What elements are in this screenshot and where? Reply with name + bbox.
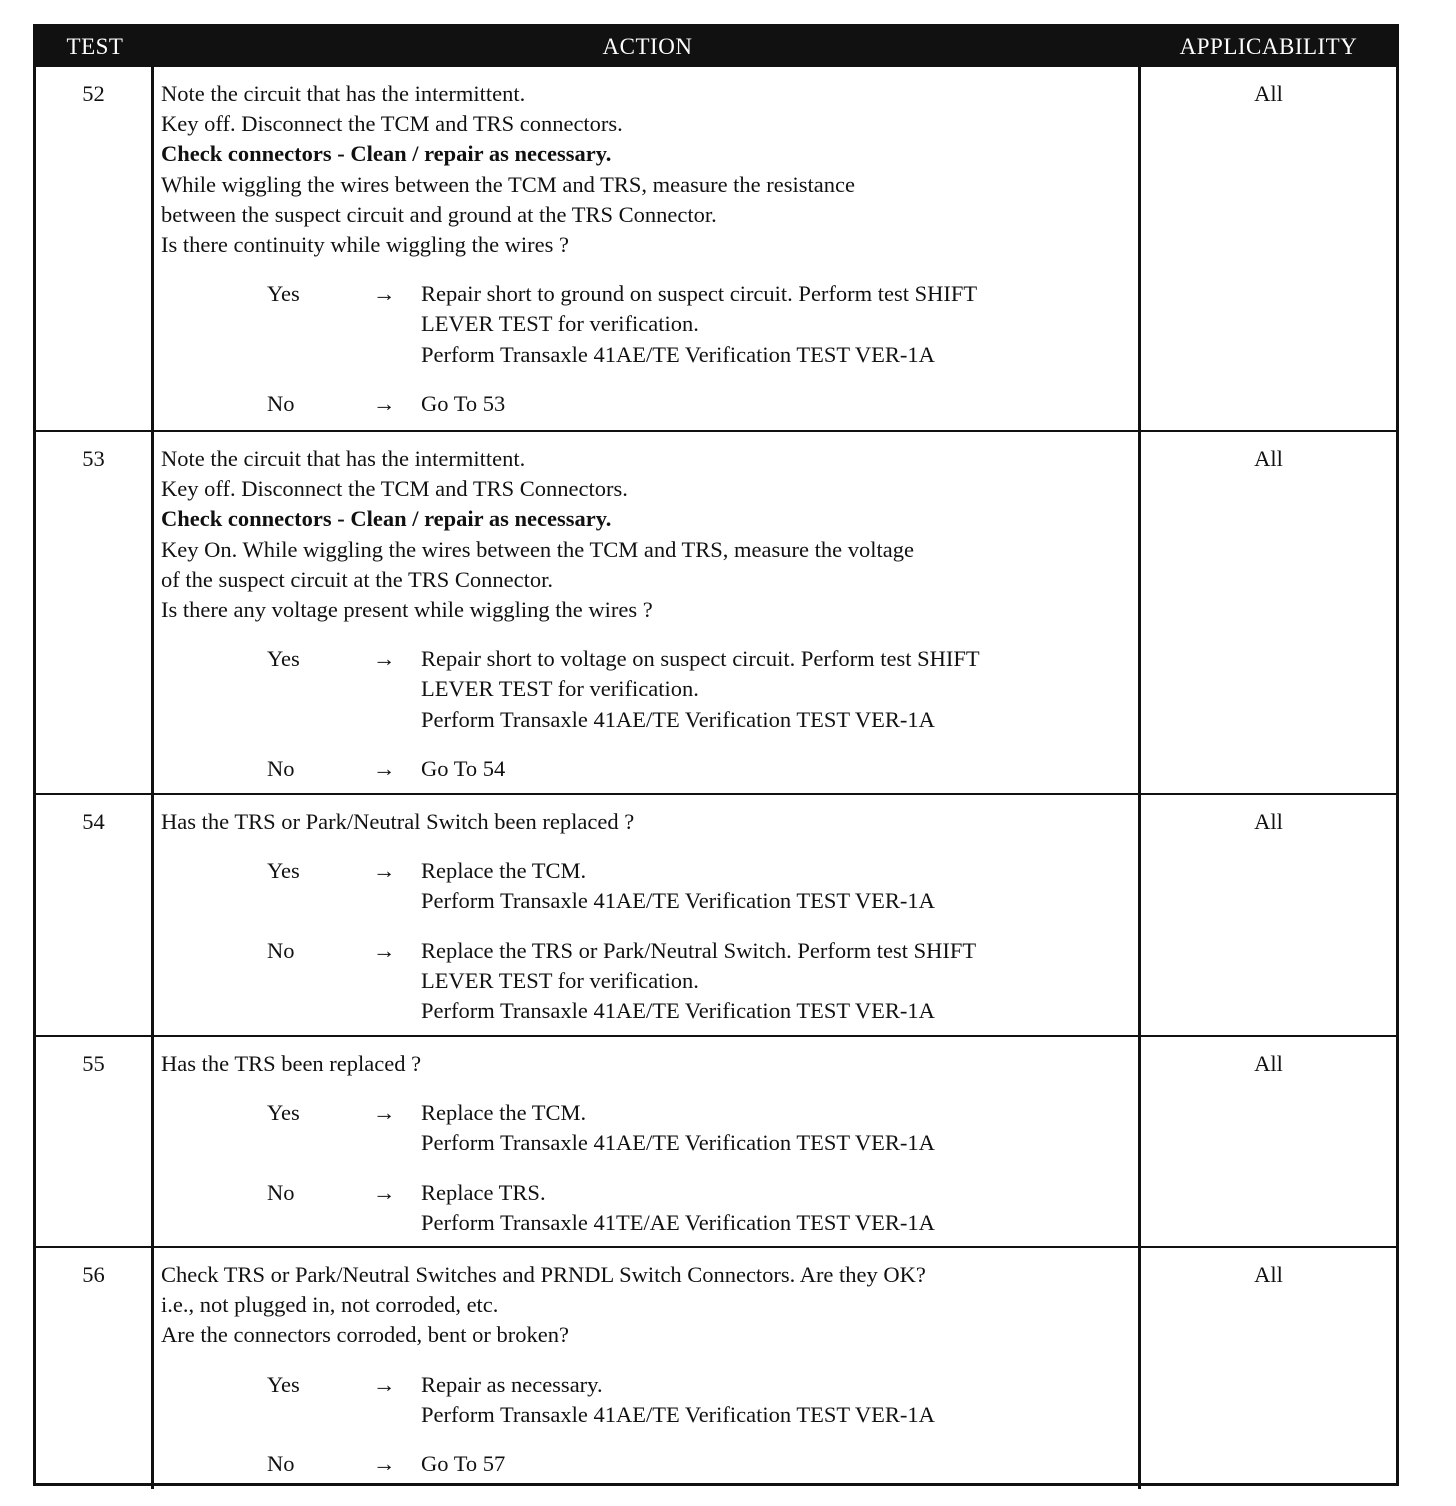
- table-row: [36, 1246, 1396, 1489]
- branch-line: Perform Transaxle 41AE/TE Verification TEST VER-1A: [421, 888, 935, 914]
- arrow-right-icon: →: [373, 1371, 396, 1397]
- arrow-right-icon: →: [373, 937, 396, 963]
- branch-yes: [161, 856, 1130, 916]
- branch-no: [161, 1449, 1130, 1479]
- branch-line: Repair as necessary.: [421, 1371, 603, 1397]
- branch-text: [413, 856, 1130, 916]
- branch-key: No: [267, 755, 295, 781]
- branch-line: Replace the TCM.: [421, 858, 587, 884]
- arrow-right-icon: →: [373, 755, 396, 781]
- header-test: TEST: [66, 34, 124, 59]
- branch-line: Go To 54: [421, 755, 506, 781]
- branch-yes: [161, 1098, 1130, 1158]
- table-row: [36, 793, 1396, 1035]
- branch-line: Perform Transaxle 41AE/TE Verification TEST VER-1A: [421, 706, 935, 732]
- action-line: Key off. Disconnect the TCM and TRS connectors.: [161, 111, 623, 137]
- table-row: [36, 67, 1396, 430]
- branch-yes: [161, 644, 1130, 735]
- branch-text: [413, 754, 1130, 784]
- header-applicability: APPLICABILITY: [1179, 34, 1358, 59]
- branch-key: No: [267, 1179, 295, 1205]
- table-row: [36, 430, 1396, 793]
- branch-text: [413, 1370, 1130, 1430]
- branch-no: [161, 1178, 1130, 1238]
- header-action: ACTION: [602, 34, 693, 59]
- branch-line: Repair short to voltage on suspect circuit. Perform test SHIFT: [421, 646, 980, 672]
- table-row: [36, 1035, 1396, 1246]
- branch-line: Repair short to ground on suspect circuit. Perform test SHIFT: [421, 281, 978, 307]
- branch-no: [161, 754, 1130, 784]
- action-line: i.e., not plugged in, not corroded, etc.: [161, 1292, 499, 1318]
- test-number: 55: [36, 1037, 154, 1246]
- test-number: 54: [36, 795, 154, 1035]
- branch-key: Yes: [267, 646, 300, 672]
- applicability-cell: All: [1254, 81, 1283, 106]
- branch-line: LEVER TEST for verification.: [421, 311, 699, 337]
- branch-yes: [161, 279, 1130, 370]
- applicability-cell: All: [1254, 1262, 1283, 1287]
- branch-line: Go To 53: [421, 390, 506, 416]
- action-cell: [154, 67, 1141, 430]
- arrow-right-icon: →: [373, 1100, 396, 1126]
- arrow-right-icon: →: [373, 1451, 396, 1477]
- branch-key: Yes: [267, 858, 300, 884]
- arrow-right-icon: →: [373, 1179, 396, 1205]
- branch-line: LEVER TEST for verification.: [421, 676, 699, 702]
- branch-key: Yes: [267, 1100, 300, 1126]
- applicability-cell: All: [1254, 446, 1283, 471]
- branch-key: Yes: [267, 1371, 300, 1397]
- branch-no: [161, 936, 1130, 1027]
- test-number: 53: [36, 432, 154, 793]
- branch-line: LEVER TEST for verification.: [421, 967, 699, 993]
- branch-text: [413, 279, 1130, 370]
- branch-line: Replace the TRS or Park/Neutral Switch. Perform test SHIFT: [421, 937, 977, 963]
- action-line: Note the circuit that has the intermittent.: [161, 81, 526, 106]
- branch-key: No: [267, 390, 295, 416]
- action-line: Check TRS or Park/Neutral Switches and PRNDL Switch Connectors. Are they OK?: [161, 1262, 926, 1287]
- action-line: Is there any voltage present while wiggling the wires ?: [161, 597, 653, 623]
- action-cell: [154, 795, 1141, 1035]
- action-line: Check connectors - Clean / repair as necessary.: [161, 506, 612, 532]
- branch-line: Go To 57: [421, 1451, 506, 1477]
- action-line: Has the TRS or Park/Neutral Switch been replaced ?: [161, 809, 635, 834]
- test-number: 56: [36, 1248, 154, 1489]
- branch-text: [413, 644, 1130, 735]
- branch-key: Yes: [267, 281, 300, 307]
- action-line: between the suspect circuit and ground at the TRS Connector.: [161, 201, 717, 227]
- branch-yes: [161, 1370, 1130, 1430]
- branch-line: Replace TRS.: [421, 1179, 546, 1205]
- diagnostic-table: [33, 24, 1399, 1486]
- branch-no: [161, 389, 1130, 419]
- branch-line: Perform Transaxle 41AE/TE Verification TEST VER-1A: [421, 1401, 935, 1427]
- action-line: of the suspect circuit at the TRS Connector.: [161, 566, 554, 592]
- action-line: Is there continuity while wiggling the wires ?: [161, 232, 570, 258]
- arrow-right-icon: →: [373, 281, 396, 307]
- applicability-cell: All: [1254, 1051, 1283, 1076]
- branch-line: Perform Transaxle 41AE/TE Verification TEST VER-1A: [421, 1130, 935, 1156]
- action-line: Note the circuit that has the intermittent.: [161, 446, 526, 471]
- arrow-right-icon: →: [373, 646, 396, 672]
- action-cell: [154, 1037, 1141, 1246]
- arrow-right-icon: →: [373, 858, 396, 884]
- action-line: Check connectors - Clean / repair as necessary.: [161, 141, 612, 167]
- action-line: While wiggling the wires between the TCM and TRS, measure the resistance: [161, 171, 855, 197]
- table-header: [36, 27, 1396, 67]
- applicability-cell: All: [1254, 809, 1283, 834]
- action-line: Are the connectors corroded, bent or broken?: [161, 1322, 569, 1348]
- action-cell: [154, 432, 1141, 793]
- branch-key: No: [267, 937, 295, 963]
- branch-key: No: [267, 1451, 295, 1477]
- branch-text: [413, 389, 1130, 419]
- action-cell: [154, 1248, 1141, 1489]
- action-line: Has the TRS been replaced ?: [161, 1051, 422, 1076]
- arrow-right-icon: →: [373, 390, 396, 416]
- branch-text: [413, 1098, 1130, 1158]
- test-number: 52: [36, 67, 154, 430]
- table-body: [36, 67, 1396, 1489]
- branch-text: [413, 1449, 1130, 1479]
- branch-line: Perform Transaxle 41AE/TE Verification TEST VER-1A: [421, 998, 935, 1024]
- branch-text: [413, 1178, 1130, 1238]
- branch-text: [413, 936, 1130, 1027]
- action-line: Key off. Disconnect the TCM and TRS Connectors.: [161, 476, 628, 502]
- action-line: Key On. While wiggling the wires between the TCM and TRS, measure the voltage: [161, 536, 914, 562]
- branch-line: Replace the TCM.: [421, 1100, 587, 1126]
- branch-line: Perform Transaxle 41TE/AE Verification TEST VER-1A: [421, 1209, 935, 1235]
- branch-line: Perform Transaxle 41AE/TE Verification TEST VER-1A: [421, 341, 935, 367]
